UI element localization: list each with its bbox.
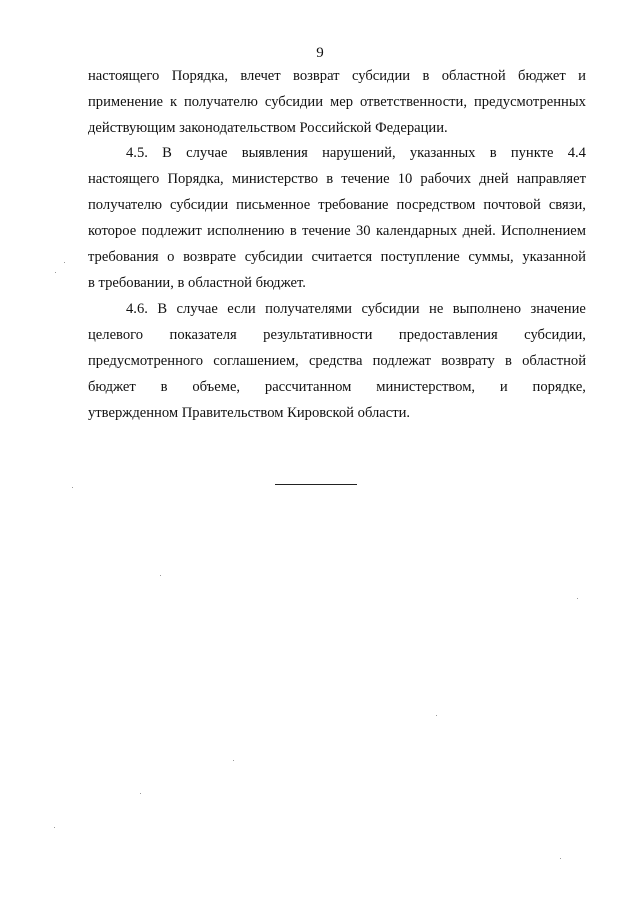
word: настоящего	[88, 171, 160, 187]
word: подлежат	[372, 353, 432, 369]
word: требование	[318, 197, 389, 213]
word: 4.4	[567, 145, 586, 161]
word: Исполнением	[501, 223, 586, 239]
scan-speck	[72, 487, 73, 488]
text-line: действующим законодательством Российской Федерации.	[88, 120, 448, 136]
word: получателю	[183, 94, 258, 110]
text-line: утвержденном Правительством Кировской области.	[88, 405, 411, 421]
word: субсидии	[351, 68, 411, 84]
word: течение	[302, 223, 351, 239]
word: предусмотренных	[473, 94, 586, 110]
word: случае	[176, 301, 218, 317]
word: посредством	[396, 197, 476, 213]
word: в	[289, 223, 297, 239]
word: влечет	[240, 68, 281, 84]
word: Порядка,	[167, 171, 224, 187]
word: к	[169, 94, 178, 110]
word: календарных	[375, 223, 458, 239]
word: рабочих	[420, 171, 471, 187]
word: 10	[397, 171, 413, 187]
text-line	[88, 378, 586, 396]
word: областной	[441, 68, 506, 84]
scan-speck	[55, 272, 56, 273]
word: министерством,	[376, 379, 476, 395]
scan-speck	[64, 262, 65, 263]
word: субсидии	[244, 249, 303, 265]
word: рассчитанном	[264, 379, 352, 395]
word: поступление	[380, 249, 460, 265]
word: возврату	[441, 353, 495, 369]
word: требования	[88, 249, 159, 265]
word: возврате	[183, 249, 237, 265]
word: субсидии	[264, 94, 324, 110]
word: получателю	[88, 197, 162, 213]
word: в	[422, 68, 430, 84]
word: объеме,	[192, 379, 241, 395]
word: в	[326, 171, 334, 187]
text-line	[88, 222, 586, 240]
word: средства	[308, 353, 363, 369]
word: связи,	[548, 197, 586, 213]
text-line	[88, 93, 586, 111]
word: суммы,	[468, 249, 514, 265]
word: значение	[530, 301, 586, 317]
word: применение	[88, 94, 164, 110]
scan-speck	[140, 793, 141, 794]
word: направляет	[516, 171, 586, 187]
word: в	[160, 379, 168, 395]
text-line	[88, 67, 586, 85]
text-line	[126, 300, 586, 318]
word: указанной	[522, 249, 586, 265]
word: которое	[88, 223, 137, 239]
word: целевого	[88, 327, 144, 343]
word: о	[167, 249, 175, 265]
word: случае	[186, 145, 228, 161]
word: указанных	[409, 145, 476, 161]
text-line	[126, 144, 586, 162]
word: В	[162, 145, 172, 161]
word: 4.5.	[126, 145, 148, 161]
word: бюджет	[88, 379, 136, 395]
word: 4.6.	[126, 301, 148, 317]
word: выполнено	[452, 301, 522, 317]
word: в	[505, 353, 512, 369]
word: предусмотренного	[88, 353, 204, 369]
word: субсидии	[169, 197, 229, 213]
word: Порядка,	[171, 68, 228, 84]
text-line: в требовании, в областной бюджет.	[88, 275, 306, 291]
scan-speck	[577, 598, 578, 599]
word: не	[429, 301, 444, 317]
scan-speck	[160, 575, 161, 576]
end-divider-line	[275, 484, 357, 485]
word: предоставления	[398, 327, 498, 343]
scan-speck	[560, 858, 561, 859]
word: министерство	[231, 171, 319, 187]
word: нарушений,	[322, 145, 396, 161]
word: показателя	[169, 327, 237, 343]
word: получателями	[265, 301, 352, 317]
word: мер	[330, 94, 354, 110]
scan-speck	[54, 827, 55, 828]
word: течение	[341, 171, 390, 187]
word: и	[578, 68, 586, 84]
word: подлежит	[141, 223, 202, 239]
word: субсидии	[361, 301, 420, 317]
word: результативности	[263, 327, 373, 343]
word: возврат	[293, 68, 340, 84]
word: почтовой	[483, 197, 541, 213]
word: дней.	[462, 223, 496, 239]
word: выявления	[241, 145, 308, 161]
page-number: 9	[316, 45, 324, 61]
word: соглашением,	[213, 353, 299, 369]
word: если	[227, 301, 256, 317]
word: субсидии,	[524, 327, 586, 343]
text-line	[88, 196, 586, 214]
word: ответственности,	[359, 94, 468, 110]
word: областной	[522, 353, 586, 369]
scan-speck	[436, 715, 437, 716]
word: бюджет	[518, 68, 566, 84]
text-line	[88, 352, 586, 370]
text-line	[88, 248, 586, 266]
word: дней	[479, 171, 509, 187]
word: письменное	[236, 197, 311, 213]
word: в	[489, 145, 497, 161]
text-line	[88, 326, 586, 344]
word: В	[157, 301, 168, 317]
scan-speck	[233, 760, 234, 761]
word: и	[499, 379, 508, 395]
word: исполнению	[207, 223, 285, 239]
word: порядке,	[532, 379, 586, 395]
word: 30	[355, 223, 371, 239]
word: пункте	[510, 145, 554, 161]
word: настоящего	[88, 68, 160, 84]
word: считается	[311, 249, 373, 265]
text-line	[88, 170, 586, 188]
